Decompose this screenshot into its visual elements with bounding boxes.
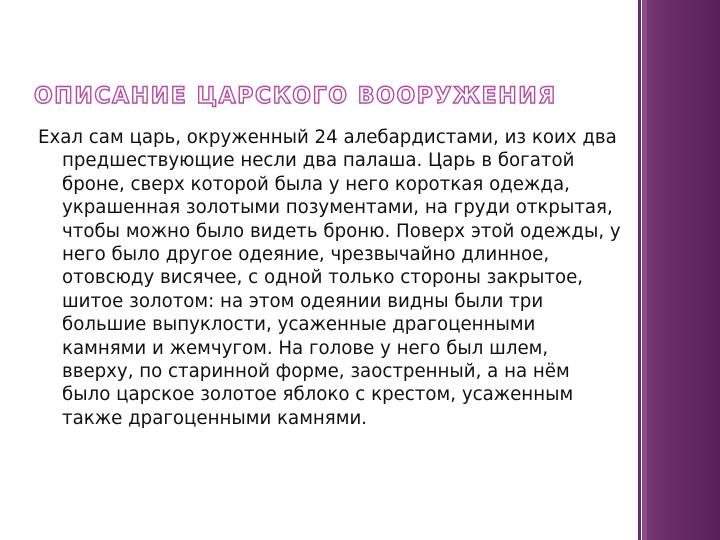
side-accent-band: [642, 0, 720, 540]
side-accent-stripe: [642, 0, 647, 540]
slide-title: ОПИСАНИЕ ЦАРСКОГО ВООРУЖЕНИЯ: [34, 84, 557, 109]
side-divider: [638, 0, 641, 540]
slide-body-text: Ехал сам царь, окруженный 24 алебардистами, из коих два предшествующие несли два палаша. Царь в богатой броне, сверх которой была у него короткая одежда, украшенная золотыми позументами, на груди открытая, чтобы можно было видеть броню. Поверх этой одежды, у него было другое одеяние, чрезвычайно длинное, отовсюду висячее, с одной только стороны закрытое, шитое золотом: на этом одеянии видны были три большие выпуклости, усаженные драгоценными камнями и жемчугом. На голове у него был шлем, вверху, по старинной форме, заостренный, а на нём было царское золотое яблоко с крестом, усаженным также драгоценными камнями.: [38, 127, 621, 429]
